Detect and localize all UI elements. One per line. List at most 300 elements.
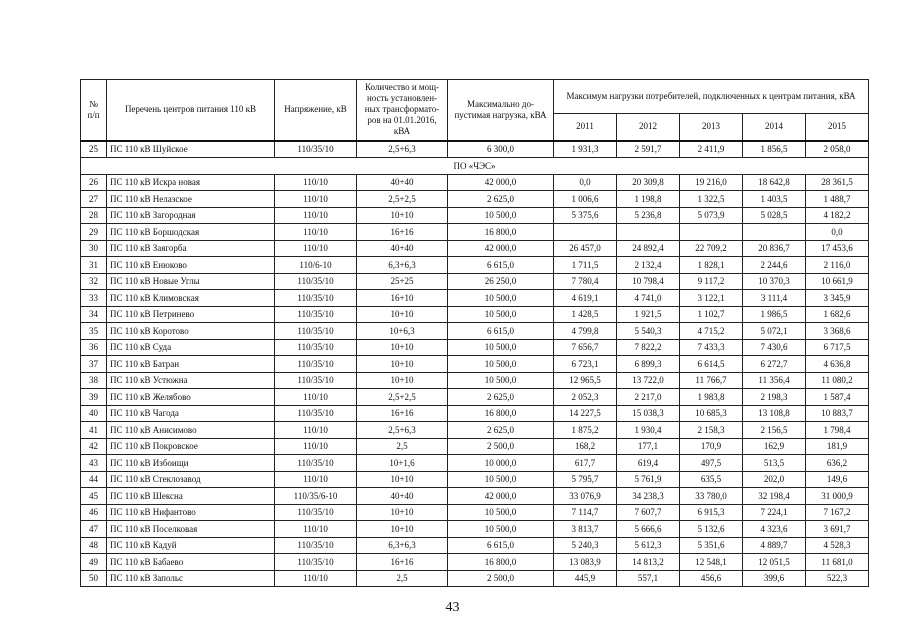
cell-num: 28 bbox=[81, 207, 107, 224]
cell-y2012: 1 921,5 bbox=[617, 306, 680, 323]
cell-transformers: 10+10 bbox=[357, 372, 448, 389]
cell-name: ПС 110 кВ Коротово bbox=[107, 323, 275, 340]
table-row bbox=[81, 537, 869, 554]
table-row bbox=[81, 570, 869, 587]
cell-voltage: 110/10 bbox=[275, 240, 357, 257]
header-year-2012: 2012 bbox=[617, 114, 680, 141]
cell-num: 48 bbox=[81, 537, 107, 554]
cell-transformers: 40+40 bbox=[357, 488, 448, 505]
cell-y2011: 1 875,2 bbox=[554, 422, 617, 439]
cell-transformers: 25+25 bbox=[357, 273, 448, 290]
cell-transformers: 2,5+2,5 bbox=[357, 191, 448, 208]
table-row bbox=[81, 488, 869, 505]
cell-y2015: 2 116,0 bbox=[806, 257, 869, 274]
table-row bbox=[81, 504, 869, 521]
cell-voltage: 110/35/10 bbox=[275, 306, 357, 323]
cell-y2015: 17 453,6 bbox=[806, 240, 869, 257]
cell-y2011: 4 619,1 bbox=[554, 290, 617, 307]
table-row bbox=[81, 224, 869, 241]
cell-y2012: 7 607,7 bbox=[617, 504, 680, 521]
cell-y2015: 636,2 bbox=[806, 455, 869, 472]
cell-y2013: 1 828,1 bbox=[680, 257, 743, 274]
cell-num: 32 bbox=[81, 273, 107, 290]
cell-y2011: 3 813,7 bbox=[554, 521, 617, 538]
cell-y2013: 1 102,7 bbox=[680, 306, 743, 323]
section-row bbox=[81, 158, 869, 175]
cell-y2014: 18 642,8 bbox=[743, 174, 806, 191]
cell-y2015: 4 182,2 bbox=[806, 207, 869, 224]
cell-max-allowed: 6 615,0 bbox=[448, 257, 554, 274]
cell-transformers: 6,3+6,3 bbox=[357, 537, 448, 554]
cell-max-allowed: 42 000,0 bbox=[448, 174, 554, 191]
cell-name: ПС 110 кВ Анисимово bbox=[107, 422, 275, 439]
cell-y2011: 5 795,7 bbox=[554, 471, 617, 488]
cell-transformers: 10+10 bbox=[357, 504, 448, 521]
cell-voltage: 110/10 bbox=[275, 207, 357, 224]
cell-num: 27 bbox=[81, 191, 107, 208]
table-row bbox=[81, 356, 869, 373]
cell-transformers: 10+10 bbox=[357, 356, 448, 373]
cell-y2014: 10 370,3 bbox=[743, 273, 806, 290]
cell-voltage: 110/6-10 bbox=[275, 257, 357, 274]
cell-max-allowed: 2 500,0 bbox=[448, 438, 554, 455]
cell-voltage: 110/35/10 bbox=[275, 290, 357, 307]
cell-y2012: 13 722,0 bbox=[617, 372, 680, 389]
cell-y2014: 1 986,5 bbox=[743, 306, 806, 323]
cell-y2014: 1 856,5 bbox=[743, 141, 806, 158]
cell-y2012: 2 591,7 bbox=[617, 141, 680, 158]
page-number: 43 bbox=[445, 600, 460, 615]
cell-num: 41 bbox=[81, 422, 107, 439]
table-row bbox=[81, 191, 869, 208]
table-row bbox=[81, 290, 869, 307]
cell-transformers: 10+10 bbox=[357, 521, 448, 538]
header-num: № п/п bbox=[81, 80, 107, 141]
cell-y2014: 5 072,1 bbox=[743, 323, 806, 340]
cell-y2014: 2 156,5 bbox=[743, 422, 806, 439]
cell-y2014: 4 889,7 bbox=[743, 537, 806, 554]
cell-transformers: 40+40 bbox=[357, 240, 448, 257]
cell-y2013: 497,5 bbox=[680, 455, 743, 472]
table-row bbox=[81, 455, 869, 472]
cell-y2014: 3 111,4 bbox=[743, 290, 806, 307]
cell-y2015: 181,9 bbox=[806, 438, 869, 455]
cell-name: ПС 110 кВ Боршодская bbox=[107, 224, 275, 241]
cell-y2013: 7 433,3 bbox=[680, 339, 743, 356]
section-title: ПО «ЧЭС» bbox=[81, 158, 869, 175]
cell-y2013: 3 122,1 bbox=[680, 290, 743, 307]
cell-y2011: 6 723,1 bbox=[554, 356, 617, 373]
cell-y2011: 2 052,3 bbox=[554, 389, 617, 406]
cell-transformers: 16+16 bbox=[357, 554, 448, 571]
cell-transformers: 10+10 bbox=[357, 339, 448, 356]
cell-max-allowed: 42 000,0 bbox=[448, 240, 554, 257]
cell-name: ПС 110 кВ Суда bbox=[107, 339, 275, 356]
table-row bbox=[81, 257, 869, 274]
load-table bbox=[80, 79, 869, 587]
cell-transformers: 2,5 bbox=[357, 438, 448, 455]
cell-name: ПС 110 кВ Покровское bbox=[107, 438, 275, 455]
cell-voltage: 110/10 bbox=[275, 191, 357, 208]
cell-y2014: 162,9 bbox=[743, 438, 806, 455]
table-row bbox=[81, 405, 869, 422]
cell-voltage: 110/35/10 bbox=[275, 323, 357, 340]
cell-y2015: 2 058,0 bbox=[806, 141, 869, 158]
cell-y2011: 168,2 bbox=[554, 438, 617, 455]
header-year-2015: 2015 bbox=[806, 114, 869, 141]
cell-y2011 bbox=[554, 224, 617, 241]
cell-y2011: 5 240,3 bbox=[554, 537, 617, 554]
cell-num: 35 bbox=[81, 323, 107, 340]
cell-max-allowed: 2 625,0 bbox=[448, 422, 554, 439]
cell-y2015: 1 798,4 bbox=[806, 422, 869, 439]
cell-voltage: 110/10 bbox=[275, 224, 357, 241]
cell-transformers: 2,5+2,5 bbox=[357, 389, 448, 406]
cell-y2012: 5 540,3 bbox=[617, 323, 680, 340]
header-transformers: Количество и мощ-ность установлен-ных трансформато-ров на 01.01.2016, кВА bbox=[357, 80, 448, 141]
cell-y2013: 456,6 bbox=[680, 570, 743, 587]
cell-y2012: 24 892,4 bbox=[617, 240, 680, 257]
cell-max-allowed: 6 615,0 bbox=[448, 537, 554, 554]
cell-transformers: 10+10 bbox=[357, 471, 448, 488]
cell-y2012: 34 238,3 bbox=[617, 488, 680, 505]
cell-y2015: 3 368,6 bbox=[806, 323, 869, 340]
cell-y2013: 635,5 bbox=[680, 471, 743, 488]
cell-max-allowed: 2 500,0 bbox=[448, 570, 554, 587]
cell-num: 39 bbox=[81, 389, 107, 406]
cell-y2014: 32 198,4 bbox=[743, 488, 806, 505]
cell-transformers: 10+1,6 bbox=[357, 455, 448, 472]
cell-num: 47 bbox=[81, 521, 107, 538]
cell-name: ПС 110 кВ Новые Углы bbox=[107, 273, 275, 290]
cell-y2014: 4 323,6 bbox=[743, 521, 806, 538]
cell-voltage: 110/35/10 bbox=[275, 554, 357, 571]
cell-voltage: 110/35/10 bbox=[275, 339, 357, 356]
cell-name: ПС 110 кВ Петринево bbox=[107, 306, 275, 323]
cell-name: ПС 110 кВ Нифантово bbox=[107, 504, 275, 521]
cell-y2013: 5 351,6 bbox=[680, 537, 743, 554]
cell-max-allowed: 16 800,0 bbox=[448, 554, 554, 571]
cell-y2015: 6 717,5 bbox=[806, 339, 869, 356]
cell-y2013: 22 709,2 bbox=[680, 240, 743, 257]
cell-max-allowed: 2 625,0 bbox=[448, 191, 554, 208]
cell-y2011: 1 711,5 bbox=[554, 257, 617, 274]
cell-y2015: 4 636,8 bbox=[806, 356, 869, 373]
cell-num: 38 bbox=[81, 372, 107, 389]
cell-max-allowed: 26 250,0 bbox=[448, 273, 554, 290]
table-row bbox=[81, 521, 869, 538]
cell-y2013: 170,9 bbox=[680, 438, 743, 455]
cell-max-allowed: 10 500,0 bbox=[448, 356, 554, 373]
cell-name: ПС 110 кВ Енюково bbox=[107, 257, 275, 274]
cell-name: ПС 110 кВ Климовская bbox=[107, 290, 275, 307]
cell-num: 31 bbox=[81, 257, 107, 274]
cell-y2011: 1 931,3 bbox=[554, 141, 617, 158]
cell-name: ПС 110 кВ Стеклозавод bbox=[107, 471, 275, 488]
cell-name: ПС 110 кВ Запольс bbox=[107, 570, 275, 587]
cell-y2014: 11 356,4 bbox=[743, 372, 806, 389]
cell-y2012: 1 930,4 bbox=[617, 422, 680, 439]
cell-y2014: 7 430,6 bbox=[743, 339, 806, 356]
table-row bbox=[81, 471, 869, 488]
cell-max-allowed: 10 500,0 bbox=[448, 339, 554, 356]
cell-voltage: 110/35/10 bbox=[275, 141, 357, 158]
cell-y2014 bbox=[743, 224, 806, 241]
header-voltage: Напряжение, кВ bbox=[275, 80, 357, 141]
cell-y2014: 5 028,5 bbox=[743, 207, 806, 224]
cell-max-allowed: 10 500,0 bbox=[448, 521, 554, 538]
table-row bbox=[81, 372, 869, 389]
cell-y2015: 28 361,5 bbox=[806, 174, 869, 191]
cell-y2012: 2 132,4 bbox=[617, 257, 680, 274]
header-max-allowed: Максимально до-пустимая нагрузка, кВА bbox=[448, 80, 554, 141]
cell-y2014: 2 244,6 bbox=[743, 257, 806, 274]
cell-y2012: 5 236,8 bbox=[617, 207, 680, 224]
cell-y2011: 13 083,9 bbox=[554, 554, 617, 571]
cell-voltage: 110/35/6-10 bbox=[275, 488, 357, 505]
cell-name: ПС 110 кВ Желябово bbox=[107, 389, 275, 406]
table-row bbox=[81, 141, 869, 158]
cell-y2015: 10 883,7 bbox=[806, 405, 869, 422]
cell-transformers: 16+16 bbox=[357, 224, 448, 241]
cell-max-allowed: 10 500,0 bbox=[448, 306, 554, 323]
cell-y2014: 2 198,3 bbox=[743, 389, 806, 406]
cell-y2015: 11 080,2 bbox=[806, 372, 869, 389]
cell-transformers: 10+10 bbox=[357, 306, 448, 323]
cell-y2013: 12 548,1 bbox=[680, 554, 743, 571]
cell-transformers: 16+10 bbox=[357, 290, 448, 307]
cell-voltage: 110/10 bbox=[275, 174, 357, 191]
cell-y2015: 522,3 bbox=[806, 570, 869, 587]
cell-transformers: 40+40 bbox=[357, 174, 448, 191]
cell-y2013: 1 983,8 bbox=[680, 389, 743, 406]
cell-num: 46 bbox=[81, 504, 107, 521]
cell-name: ПС 110 кВ Кадуй bbox=[107, 537, 275, 554]
cell-transformers: 6,3+6,3 bbox=[357, 257, 448, 274]
cell-num: 40 bbox=[81, 405, 107, 422]
cell-name: ПС 110 кВ Поселковая bbox=[107, 521, 275, 538]
table-row bbox=[81, 273, 869, 290]
cell-y2011: 0,0 bbox=[554, 174, 617, 191]
cell-y2012: 20 309,8 bbox=[617, 174, 680, 191]
cell-voltage: 110/35/10 bbox=[275, 504, 357, 521]
cell-name: ПС 110 кВ Батран bbox=[107, 356, 275, 373]
table-row bbox=[81, 554, 869, 571]
header-year-2013: 2013 bbox=[680, 114, 743, 141]
cell-max-allowed: 42 000,0 bbox=[448, 488, 554, 505]
cell-y2014: 13 108,8 bbox=[743, 405, 806, 422]
cell-y2013: 19 216,0 bbox=[680, 174, 743, 191]
cell-voltage: 110/10 bbox=[275, 471, 357, 488]
cell-y2011: 5 375,6 bbox=[554, 207, 617, 224]
header-year-2014: 2014 bbox=[743, 114, 806, 141]
cell-y2013: 2 158,3 bbox=[680, 422, 743, 439]
cell-y2012: 177,1 bbox=[617, 438, 680, 455]
table-header bbox=[81, 80, 869, 141]
cell-name: ПС 110 кВ Загородная bbox=[107, 207, 275, 224]
cell-y2014: 1 403,5 bbox=[743, 191, 806, 208]
cell-voltage: 110/35/10 bbox=[275, 372, 357, 389]
cell-name: ПС 110 кВ Искра новая bbox=[107, 174, 275, 191]
cell-y2013: 10 685,3 bbox=[680, 405, 743, 422]
header-name: Перечень центров питания 110 кВ bbox=[107, 80, 275, 141]
table-row bbox=[81, 339, 869, 356]
cell-y2015: 31 000,9 bbox=[806, 488, 869, 505]
cell-y2015: 3 691,7 bbox=[806, 521, 869, 538]
cell-y2011: 617,7 bbox=[554, 455, 617, 472]
cell-y2013 bbox=[680, 224, 743, 241]
cell-y2011: 4 799,8 bbox=[554, 323, 617, 340]
table-row bbox=[81, 306, 869, 323]
cell-max-allowed: 16 800,0 bbox=[448, 405, 554, 422]
cell-y2015: 1 587,4 bbox=[806, 389, 869, 406]
cell-transformers: 2,5+6,3 bbox=[357, 141, 448, 158]
header-year-2011: 2011 bbox=[554, 114, 617, 141]
cell-transformers: 10+10 bbox=[357, 207, 448, 224]
cell-y2012 bbox=[617, 224, 680, 241]
cell-max-allowed: 10 500,0 bbox=[448, 290, 554, 307]
cell-y2014: 6 272,7 bbox=[743, 356, 806, 373]
cell-y2015: 10 661,9 bbox=[806, 273, 869, 290]
cell-y2013: 5 073,9 bbox=[680, 207, 743, 224]
cell-y2014: 12 051,5 bbox=[743, 554, 806, 571]
cell-voltage: 110/35/10 bbox=[275, 273, 357, 290]
cell-num: 43 bbox=[81, 455, 107, 472]
cell-y2015: 1 682,6 bbox=[806, 306, 869, 323]
cell-num: 45 bbox=[81, 488, 107, 505]
cell-num: 49 bbox=[81, 554, 107, 571]
cell-y2011: 14 227,5 bbox=[554, 405, 617, 422]
cell-y2012: 14 813,2 bbox=[617, 554, 680, 571]
cell-name: ПС 110 кВ Шексна bbox=[107, 488, 275, 505]
cell-y2014: 7 224,1 bbox=[743, 504, 806, 521]
cell-num: 29 bbox=[81, 224, 107, 241]
cell-y2012: 5 666,6 bbox=[617, 521, 680, 538]
cell-y2011: 1 006,6 bbox=[554, 191, 617, 208]
cell-y2011: 445,9 bbox=[554, 570, 617, 587]
cell-y2012: 4 741,0 bbox=[617, 290, 680, 307]
cell-y2013: 2 411,9 bbox=[680, 141, 743, 158]
cell-y2015: 4 528,3 bbox=[806, 537, 869, 554]
cell-y2012: 15 038,3 bbox=[617, 405, 680, 422]
cell-y2012: 5 612,3 bbox=[617, 537, 680, 554]
cell-name: ПС 110 кВ Заягорба bbox=[107, 240, 275, 257]
cell-voltage: 110/10 bbox=[275, 422, 357, 439]
cell-name: ПС 110 кВ Бабаево bbox=[107, 554, 275, 571]
cell-y2013: 33 780,0 bbox=[680, 488, 743, 505]
cell-name: ПС 110 кВ Чагода bbox=[107, 405, 275, 422]
table-row bbox=[81, 389, 869, 406]
cell-y2011: 12 965,5 bbox=[554, 372, 617, 389]
cell-y2011: 7 656,7 bbox=[554, 339, 617, 356]
cell-voltage: 110/35/10 bbox=[275, 455, 357, 472]
cell-num: 33 bbox=[81, 290, 107, 307]
cell-num: 25 bbox=[81, 141, 107, 158]
cell-y2015: 3 345,9 bbox=[806, 290, 869, 307]
cell-y2013: 9 117,2 bbox=[680, 273, 743, 290]
cell-voltage: 110/35/10 bbox=[275, 537, 357, 554]
cell-y2013: 4 715,2 bbox=[680, 323, 743, 340]
cell-num: 37 bbox=[81, 356, 107, 373]
cell-y2015: 11 681,0 bbox=[806, 554, 869, 571]
cell-y2014: 20 836,7 bbox=[743, 240, 806, 257]
cell-y2015: 149,6 bbox=[806, 471, 869, 488]
cell-y2012: 6 899,3 bbox=[617, 356, 680, 373]
table-row bbox=[81, 240, 869, 257]
cell-num: 42 bbox=[81, 438, 107, 455]
cell-y2015: 0,0 bbox=[806, 224, 869, 241]
cell-y2013: 1 322,5 bbox=[680, 191, 743, 208]
cell-y2014: 399,6 bbox=[743, 570, 806, 587]
cell-y2014: 513,5 bbox=[743, 455, 806, 472]
cell-y2012: 619,4 bbox=[617, 455, 680, 472]
cell-y2012: 5 761,9 bbox=[617, 471, 680, 488]
cell-max-allowed: 10 500,0 bbox=[448, 471, 554, 488]
cell-max-allowed: 6 615,0 bbox=[448, 323, 554, 340]
cell-num: 30 bbox=[81, 240, 107, 257]
cell-transformers: 2,5+6,3 bbox=[357, 422, 448, 439]
cell-max-allowed: 10 500,0 bbox=[448, 504, 554, 521]
table-body bbox=[81, 141, 869, 587]
cell-y2014: 202,0 bbox=[743, 471, 806, 488]
cell-y2011: 7 114,7 bbox=[554, 504, 617, 521]
cell-y2015: 1 488,7 bbox=[806, 191, 869, 208]
cell-num: 34 bbox=[81, 306, 107, 323]
cell-y2013: 5 132,6 bbox=[680, 521, 743, 538]
cell-voltage: 110/35/10 bbox=[275, 356, 357, 373]
table-row bbox=[81, 207, 869, 224]
cell-num: 50 bbox=[81, 570, 107, 587]
cell-max-allowed: 10 500,0 bbox=[448, 372, 554, 389]
cell-y2012: 10 798,4 bbox=[617, 273, 680, 290]
table-row bbox=[81, 174, 869, 191]
cell-voltage: 110/10 bbox=[275, 389, 357, 406]
cell-y2012: 7 822,2 bbox=[617, 339, 680, 356]
cell-max-allowed: 10 000,0 bbox=[448, 455, 554, 472]
cell-num: 26 bbox=[81, 174, 107, 191]
cell-y2012: 1 198,8 bbox=[617, 191, 680, 208]
cell-name: ПС 110 кВ Шуйское bbox=[107, 141, 275, 158]
cell-max-allowed: 6 300,0 bbox=[448, 141, 554, 158]
header-max-load-group: Максимум нагрузки потребителей, подключенных к центрам питания, кВА bbox=[554, 80, 869, 114]
cell-transformers: 16+16 bbox=[357, 405, 448, 422]
cell-transformers: 10+6,3 bbox=[357, 323, 448, 340]
cell-num: 36 bbox=[81, 339, 107, 356]
cell-voltage: 110/10 bbox=[275, 570, 357, 587]
cell-voltage: 110/10 bbox=[275, 521, 357, 538]
cell-max-allowed: 2 625,0 bbox=[448, 389, 554, 406]
table-row bbox=[81, 438, 869, 455]
cell-y2011: 33 076,9 bbox=[554, 488, 617, 505]
cell-y2011: 7 780,4 bbox=[554, 273, 617, 290]
cell-y2011: 1 428,5 bbox=[554, 306, 617, 323]
cell-voltage: 110/35/10 bbox=[275, 405, 357, 422]
cell-max-allowed: 10 500,0 bbox=[448, 207, 554, 224]
cell-name: ПС 110 кВ Устюжна bbox=[107, 372, 275, 389]
cell-max-allowed: 16 800,0 bbox=[448, 224, 554, 241]
cell-voltage: 110/10 bbox=[275, 438, 357, 455]
cell-transformers: 2,5 bbox=[357, 570, 448, 587]
cell-y2013: 11 766,7 bbox=[680, 372, 743, 389]
cell-y2012: 2 217,0 bbox=[617, 389, 680, 406]
cell-num: 44 bbox=[81, 471, 107, 488]
cell-y2013: 6 915,3 bbox=[680, 504, 743, 521]
cell-y2015: 7 167,2 bbox=[806, 504, 869, 521]
cell-name: ПС 110 кВ Нелазское bbox=[107, 191, 275, 208]
cell-y2013: 6 614,5 bbox=[680, 356, 743, 373]
cell-name: ПС 110 кВ Избоищи bbox=[107, 455, 275, 472]
table-row bbox=[81, 323, 869, 340]
